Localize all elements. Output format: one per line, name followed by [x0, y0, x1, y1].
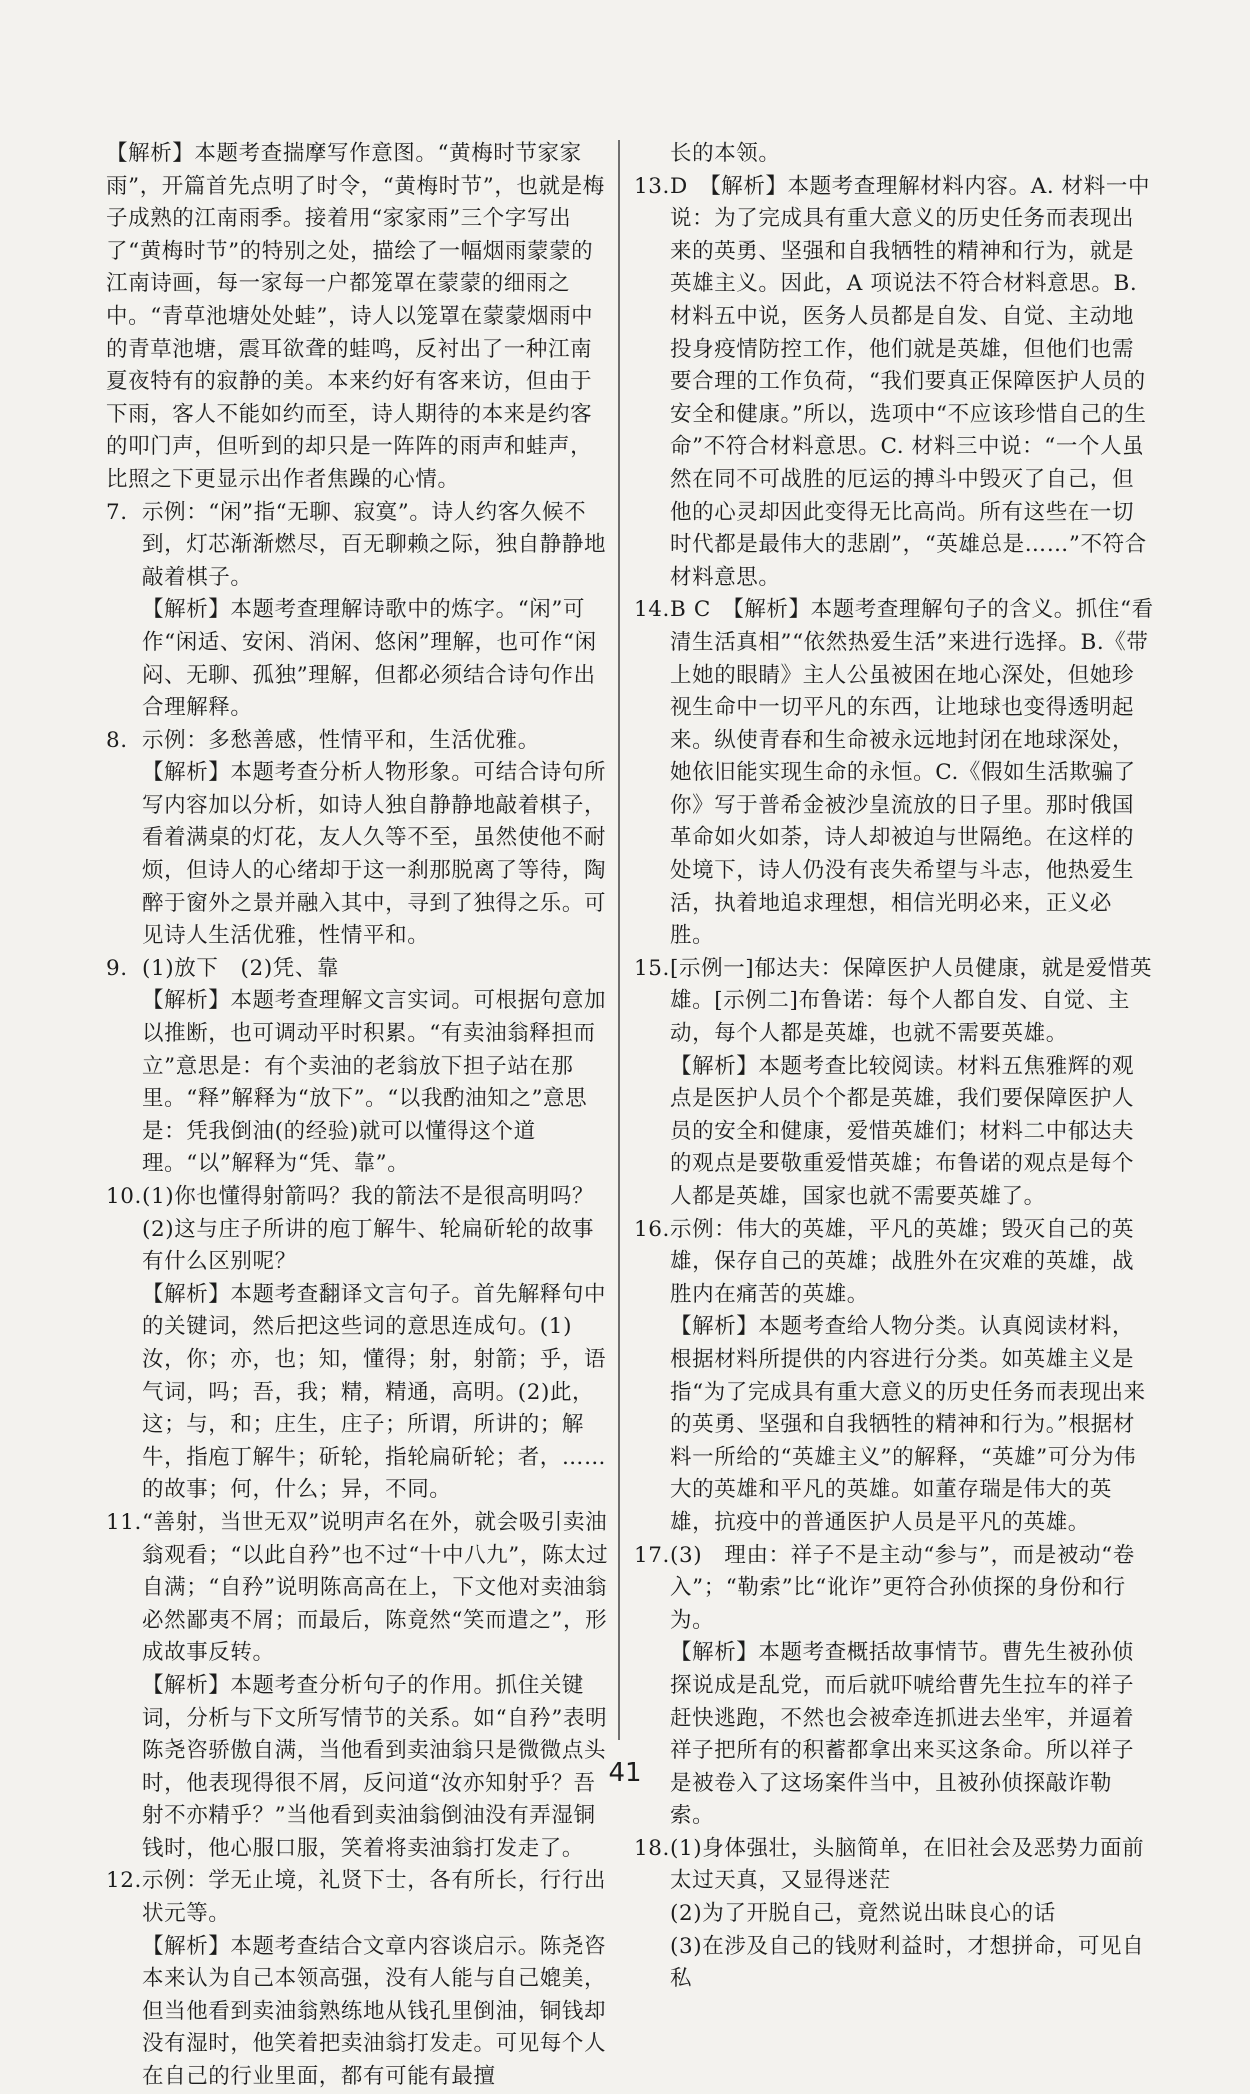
item-number: 14.: [634, 597, 670, 623]
answer-text-2: (2)这与庄子所讲的庖丁解牛、轮扁斫轮的故事有什么区别呢？: [142, 1216, 595, 1275]
analysis-text: 【解析】本题考查分析人物形象。可结合诗句所写内容加以分析，如诗人独自静静地敲着棋子，看着满桌的灯花，友人久等不至，虽然使他不耐烦，但诗人的心绪却于这一刹那脱离了等待，陶醉于窗外之景并融入其中，寻到了独得之乐。可见诗人生活优雅，性情平和。: [142, 760, 607, 949]
answer-item-17: [634, 1540, 1154, 1833]
right-column: [634, 138, 1154, 1996]
analysis-text: 【解析】本题考查理解诗歌中的炼字。“闲”可作“闲适、安闲、消闲、悠闲”理解，也可作“闲闷、无聊、孤独”理解，但都必须结合诗句作出合理解释。: [142, 597, 597, 721]
answer-item-13: [634, 171, 1154, 595]
answer-item-7: [106, 497, 611, 725]
answer-text: [示例一]郁达夫：保障医护人员健康，就是爱惜英雄。[示例二]布鲁诺：每个人都自发、自觉、主动，每个人都是英雄，也就不需要英雄。: [670, 955, 1153, 1047]
analysis-text: 【解析】本题考查理解文言实词。可根据句意加以推断，也可调动平时积累。“有卖油翁释担而立”意思是：有个卖油的老翁放下担子站在那里。“释”解释为“放下”。“以我酌油知之”意思是：凭我倒油(的经验)就可以懂得这个道理。“以”解释为“凭、靠”。: [142, 988, 607, 1177]
item-number: 16.: [634, 1216, 670, 1242]
answer-item-10: [106, 1181, 611, 1507]
answer-text-2: (2)为了开脱自己，竟然说出昧良心的话: [670, 1901, 1056, 1927]
answer-text: 示例：伟大的英雄，平凡的英雄；毁灭自己的英雄，保存自己的英雄；战胜外在灾难的英雄，战胜内在痛苦的英雄。: [670, 1216, 1135, 1307]
item-number: 7.: [106, 499, 128, 525]
answer-text: (1)放下 (2)凭、靠: [142, 955, 340, 981]
answer-text: 示例：多愁善感，性情平和，生活优雅。: [142, 727, 540, 753]
analysis-text: 【解析】本题考查概括故事情节。曹先生被孙侦探说成是乱党，而后就吓唬给曹先生拉车的祥子赶快逃跑，不然也会被牵连抓进去坐牢，并逼着祥子把所有的积蓄都拿出来买这条命。所以祥子是被卷入了这场案件当中，且被孙侦探敲诈勒索。: [670, 1640, 1135, 1829]
answer-item-11: [106, 1507, 611, 1866]
answer-item-9: [106, 953, 611, 1181]
answer-text: (1)身体强壮，头脑简单，在旧社会及恶势力面前太过天真，又显得迷茫: [670, 1835, 1145, 1894]
item-number: 13.: [634, 173, 670, 199]
answer-item-14: [634, 594, 1154, 953]
left-column: [106, 138, 611, 2094]
column-divider: [618, 140, 620, 1740]
item-number: 12.: [106, 1868, 142, 1894]
answer-text: (3) 理由：祥子不是主动“参与”，而是被动“卷入”；“勒索”比“讹诈”更符合孙侦探的身份和行为。: [670, 1542, 1135, 1633]
item-number: 9.: [106, 955, 128, 981]
answer-text-3: (3)在涉及自己的钱财利益时，才想拼命，可见自私: [670, 1933, 1145, 1992]
answer-text: 示例：学无止境，礼贤下士，各有所长，行行出状元等。: [142, 1868, 607, 1927]
item-number: 8.: [106, 727, 128, 753]
answer-text: D 【解析】本题考查理解材料内容。A. 材料一中说：为了完成具有重大意义的历史任务而表现出来的英勇、坚强和自我牺牲的精神和行为，就是英雄主义。因此，A 项说法不符合材料意思。B. 材料五中说，医务人员都是自发、自觉、主动地投身疫情防控工作，他们就是英雄，但他们也需要合理的工作负荷，“我们要真正保障医护人员的安全和健康。”所以，选项中“不应该珍惜自己的生命”不符合材料意思。C. 材料三中说：“一个人虽然在同不可战胜的厄运的搏斗中毁灭了自己，但他的心灵却因此变得无比高尚。所有这些在一切时代都是最伟大的悲剧”，“英雄总是……”不符合材料意思。: [670, 173, 1151, 590]
item-number: 17.: [634, 1542, 670, 1568]
item-number: 15.: [634, 955, 670, 981]
item-number: 10.: [106, 1184, 142, 1209]
continued-text: 长的本领。: [670, 141, 781, 166]
answer-text: (1)你也懂得射箭吗？我的箭法不是很高明吗？: [142, 1184, 595, 1209]
analysis-text: 【解析】本题考查给人物分类。认真阅读材料，根据材料所提供的内容进行分类。如英雄主义是指“为了完成具有重大意义的历史任务而表现出来的英勇、坚强和自我牺牲的精神和行为。”根据材料一所给的“英雄主义”的解释，“英雄”可分为伟大的英雄和平凡的英雄。如董存瑞是伟大的英雄，抗疫中的普通医护人员是平凡的英雄。: [670, 1314, 1146, 1535]
item-number: 18.: [634, 1835, 670, 1861]
answer-item-12: [106, 1865, 611, 2093]
answer-text: 示例：“闲”指“无聊、寂寞”。诗人约客久候不到，灯芯渐渐燃尽，百无聊赖之际，独自静静地敲着棋子。: [142, 499, 607, 590]
analysis-text: 【解析】本题考查翻译文言句子。首先解释句中的关键词，然后把这些词的意思连成句。(1)汝，你；亦，也；知，懂得；射，射箭；乎，语气词，吗；吾，我；精，精通，高明。(2)此，这；与，和；庄生，庄子；所谓，所讲的；解牛，指庖丁解牛；斫轮，指轮扁斫轮；者，……的故事；何，什么；异，不同。: [142, 1281, 607, 1503]
answer-item-15: [634, 953, 1154, 1214]
answer-item-8: [106, 725, 611, 953]
answer-item-18: [634, 1833, 1154, 1996]
analysis-text: 【解析】本题考查分析句子的作用。抓住关键词，分析与下文所写情节的关系。如“自矜”表明陈尧咨骄傲自满，当他看到卖油翁只是微微点头时，他表现得很不屑，反问道“汝亦知射乎？吾射不亦精乎？”当他看到卖油翁倒油没有弄湿铜钱时，他心服口服，笑着将卖油翁打发走了。: [142, 1672, 608, 1861]
analysis-text: 【解析】本题考查结合文章内容谈启示。陈尧咨本来认为自己本领高强，没有人能与自己媲美，但当他看到卖油翁熟练地从钱孔里倒油，铜钱却没有湿时，他笑着把卖油翁打发走。可见每个人在自己的行业里面，都有可能有最擅: [142, 1933, 607, 2090]
item-number: 11.: [106, 1509, 142, 1535]
answer-item-16: [634, 1214, 1154, 1540]
analysis-paragraph: 【解析】本题考查揣摩写作意图。“黄梅时节家家雨”，开篇首先点明了时令，“黄梅时节”，也就是梅子成熟的江南雨季。接着用“家家雨”三个字写出了“黄梅时节”的特别之处，描绘了一幅烟雨蒙蒙的江南诗画，每一家每一户都笼罩在蒙蒙的细雨之中。“青草池塘处处蛙”，诗人以笼罩在蒙蒙烟雨中的青草池塘，震耳欲聋的蛙鸣，反衬出了一种江南夏夜特有的寂静的美。本来约好有客来访，但由于下雨，客人不能如约而至，诗人期待的本来是约客的叩门声，但听到的却只是一阵阵的雨声和蛙声，比照之下更显示出作者焦躁的心情。: [106, 141, 605, 492]
page-number: 41: [608, 1758, 642, 1788]
analysis-text: 【解析】本题考查比较阅读。材料五焦雅辉的观点是医护人员个个都是英雄，我们要保障医护人员的安全和健康，爱惜英雄们；材料二中郁达夫的观点是要敬重爱惜英雄；布鲁诺的观点是每个人都是英雄，国家也就不需要英雄了。: [670, 1053, 1135, 1209]
answer-text: “善射，当世无双”说明声名在外，就会吸引卖油翁观看；“以此自矜”也不过“十中八九”，陈太过自满；“自矜”说明陈高高在上，下文他对卖油翁必然鄙夷不屑；而最后，陈竟然“笑而遣之”，形成故事反转。: [142, 1509, 609, 1666]
answer-text: B C 【解析】本题考查理解句子的含义。抓住“看清生活真相”“依然热爱生活”来进行选择。B.《带上她的眼睛》主人公虽被困在地心深处，但她珍视生命中一切平凡的东西，让地球也变得透明起来。纵使青春和生命被永远地封闭在地球深处，她依旧能实现生命的永恒。C.《假如生活欺骗了你》写于普希金被沙皇流放的日子里。那时俄国革命如火如荼，诗人却被迫与世隔绝。在这样的处境下，诗人仍没有丧失希望与斗志，他热爱生活，执着地追求理想，相信光明必来，正义必胜。: [670, 597, 1154, 949]
